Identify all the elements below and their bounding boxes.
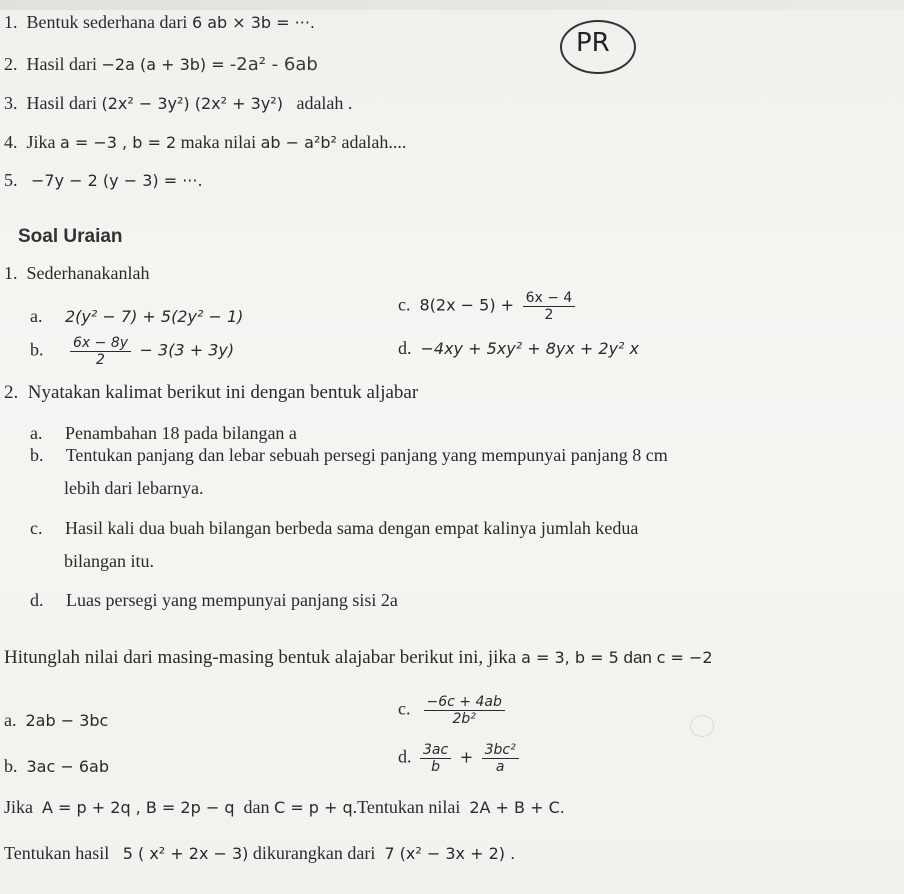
question-1 [4, 12, 315, 33]
question-number: 1. [4, 12, 18, 32]
question-number: 1. [4, 263, 18, 283]
question-expression: −7y − 2 (y − 3) = ···. [31, 171, 203, 190]
fraction-numerator: 6x − 8y [70, 335, 131, 352]
question-text: Sederhanakanlah [26, 263, 150, 283]
question-expression: (2x² − 3y²) (2x² + 3y²) [101, 94, 283, 113]
question-number: 3. [4, 93, 18, 113]
item-label: b. [30, 445, 44, 465]
fraction-denominator: 2 [544, 307, 554, 323]
item-label: c. [398, 294, 411, 315]
question-text: dikurangkan dari [252, 843, 376, 863]
top-edge [0, 0, 904, 10]
question-expression: −2a (a + 3b) = [101, 55, 230, 74]
fraction-numerator: 6x − 4 [523, 290, 576, 307]
item-text: Tentukan panjang dan lebar sebuah persegi panjang yang mempunyai panjang 8 cm [65, 445, 668, 465]
uraian-2c [30, 518, 638, 539]
uraian-1c [398, 290, 579, 323]
question-text: Jika [4, 797, 33, 817]
question-text: maka nilai [180, 132, 257, 152]
fraction [424, 694, 505, 727]
question-text: dan [243, 797, 270, 817]
question-expression: 2A + B + C. [469, 798, 565, 817]
uraian-3-label [4, 647, 713, 669]
handwritten-answer: -2a² - 6ab [229, 54, 318, 75]
uraian-5 [4, 843, 515, 864]
question-text: Hasil dari [26, 54, 97, 74]
item-label: b. [4, 756, 18, 776]
question-text: Tentukan hasil [4, 843, 110, 863]
item-expression: 2ab − 3bc [25, 711, 109, 730]
uraian-2b [30, 445, 668, 466]
question-text: Bentuk sederhana dari [26, 12, 188, 32]
section-title: Soal Uraian [18, 226, 123, 247]
item-label: c. [398, 698, 411, 719]
uraian-2b-cont: lebih dari lebarnya. [64, 478, 204, 498]
item-expression: −4xy + 5xy² + 8yx + 2y² x [420, 339, 640, 358]
item-text: Luas persegi yang mempunyai panjang sisi 2a [66, 590, 398, 610]
uraian-3a [4, 710, 108, 731]
question-number: 5. [4, 170, 18, 190]
paper-smudge [690, 715, 714, 737]
question-expression: a = −3 , b = 2 [60, 133, 177, 152]
fraction-numerator: −6c + 4ab [424, 694, 505, 711]
question-expression: 7 (x² − 3x + 2) . [384, 844, 516, 863]
fraction-denominator: 2 [96, 352, 105, 368]
uraian-1-label [4, 263, 149, 284]
question-text: Hitunglah nilai dari masing-masing bentuk alajabar berikut ini, jika [4, 647, 517, 668]
question-text: Nyatakan kalimat berikut ini dengan bentuk aljabar [27, 382, 419, 403]
question-expression: 6 ab × 3b = ···. [191, 13, 315, 32]
question-tail: adalah . [296, 93, 353, 113]
question-tail: adalah.... [341, 132, 407, 152]
uraian-2c-cont: bilangan itu. [64, 551, 154, 571]
uraian-3c [398, 694, 509, 727]
fraction-denominator: a [495, 759, 505, 775]
question-5 [4, 170, 203, 191]
fraction [523, 290, 576, 323]
item-expression: 2(y² − 7) + 5(2y² − 1) [65, 307, 244, 326]
question-expression: 5 ( x² + 2x − 3) [122, 844, 249, 863]
item-label: d. [398, 746, 412, 767]
plus-sign: + [459, 747, 474, 767]
item-label: b. [30, 339, 44, 360]
uraian-4 [4, 797, 565, 818]
question-number: 4. [4, 132, 18, 152]
uraian-2-label [4, 382, 418, 404]
item-label: d. [398, 338, 412, 358]
fraction [70, 335, 131, 368]
uraian-3d [398, 742, 523, 775]
item-expression: 3ac − 6ab [26, 757, 109, 776]
question-expression: c = −2 [656, 648, 713, 667]
item-label: c. [30, 518, 43, 538]
item-label: a. [30, 423, 43, 443]
pr-handwriting: PR [576, 28, 610, 58]
question-3 [4, 93, 352, 114]
fraction [420, 742, 451, 775]
uraian-3b [4, 756, 109, 777]
item-label: a. [4, 710, 17, 730]
fraction [482, 742, 519, 775]
item-expression: 8(2x − 5) + [419, 295, 515, 315]
item-label: d. [30, 590, 44, 610]
fraction-numerator: 3bc² [482, 742, 519, 759]
question-text: Jika [26, 132, 56, 152]
item-text: Penambahan 18 pada bilangan a [65, 423, 297, 443]
question-4 [4, 132, 406, 153]
item-label: a. [30, 306, 43, 326]
question-expression: a = 3, b = 5 [521, 648, 619, 667]
uraian-1d [398, 338, 639, 359]
fraction-denominator: b [431, 759, 441, 775]
item-text: Hasil kali dua buah bilangan berbeda sama dengan empat kalinya jumlah kedua [65, 518, 639, 538]
fraction-denominator: 2b² [452, 711, 476, 727]
uraian-2d [30, 590, 398, 611]
fraction-numerator: 3ac [420, 742, 451, 759]
item-expression: − 3(3 + 3y) [139, 340, 235, 360]
question-number: 2. [4, 382, 19, 403]
question-2 [4, 54, 318, 75]
question-text: Hasil dari [26, 93, 97, 113]
question-expression: ab − a²b² [260, 133, 337, 152]
question-text: .Tentukan nilai [352, 797, 461, 817]
uraian-1a [30, 306, 243, 327]
uraian-2a [30, 423, 297, 444]
question-expression: C = p + q [273, 798, 353, 817]
question-text: dan [623, 648, 652, 667]
question-number: 2. [4, 54, 18, 74]
uraian-1b [30, 335, 234, 368]
question-expression: A = p + 2q , B = 2p − q [42, 798, 235, 817]
